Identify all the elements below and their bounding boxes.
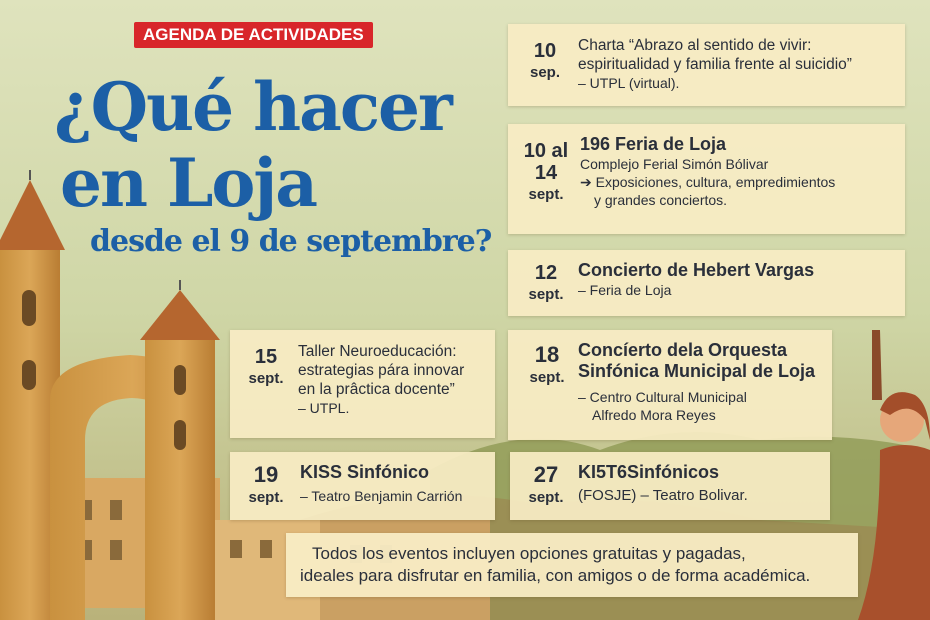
event-date bbox=[518, 344, 576, 389]
event-line: Taller Neuroeducación: bbox=[298, 343, 457, 360]
event-date bbox=[520, 262, 572, 306]
event-date bbox=[520, 40, 570, 84]
event-line: en la prâctica docente” bbox=[298, 381, 455, 398]
event-month: sept. bbox=[528, 286, 564, 303]
event-card-7 bbox=[510, 452, 830, 520]
headline-line1: ¿Qué hacer bbox=[54, 68, 451, 146]
event-date bbox=[240, 346, 292, 390]
event-month: sep. bbox=[529, 64, 560, 81]
event-line: – Centro Cultural Municipal bbox=[578, 389, 747, 405]
footer-note bbox=[286, 533, 858, 597]
event-venue: – UTPL. bbox=[298, 400, 350, 416]
event-card-1 bbox=[508, 24, 905, 106]
event-title-cont: Sinfónica Municipal de Loja bbox=[578, 361, 816, 381]
event-day-end: 14 bbox=[534, 162, 558, 184]
event-card-6 bbox=[230, 452, 495, 520]
event-title: Concierto de Hebert Vargas bbox=[578, 260, 815, 280]
headline-line2: en Loja bbox=[60, 144, 317, 222]
event-day: 10 bbox=[533, 40, 557, 62]
footer-line2: ideales para disfrutar en familia, con amigos o de forma académica. bbox=[300, 566, 811, 585]
event-day: 27 bbox=[533, 462, 559, 487]
event-line: Complejo Ferial Simón Bólivar bbox=[580, 156, 769, 172]
event-venue: – Feria de Loja bbox=[578, 282, 672, 298]
event-line: ➔ Exposiciones, cultura, empredimientos bbox=[580, 174, 836, 190]
event-line: Charta “Abrazo al sentido de vivir: bbox=[578, 37, 812, 54]
event-month: sept. bbox=[248, 370, 284, 387]
event-title: 196 Feria de Loja bbox=[580, 134, 727, 154]
event-line: Alfredo Mora Reyes bbox=[592, 407, 716, 423]
event-month: sept. bbox=[248, 489, 284, 506]
event-day: 18 bbox=[534, 342, 560, 367]
event-month: sept. bbox=[528, 186, 564, 203]
event-venue: – Teatro Benjamin Carrión bbox=[300, 488, 463, 504]
headline-subtitle: desde el 9 de septembre? bbox=[90, 224, 492, 259]
event-month: sept. bbox=[529, 369, 565, 386]
event-venue: – UTPL (virtual). bbox=[578, 75, 680, 91]
event-title: KI5T6Sinfónicos bbox=[578, 462, 720, 482]
event-card-4 bbox=[230, 330, 495, 438]
event-day: 10 al bbox=[523, 140, 569, 162]
event-line: estrategias pára innovar bbox=[298, 362, 465, 379]
event-card-3 bbox=[508, 250, 905, 316]
event-line: espiritualidad y familia frente al suicidio” bbox=[578, 56, 852, 73]
event-date bbox=[240, 464, 292, 509]
event-day: 19 bbox=[253, 462, 279, 487]
event-day: 12 bbox=[534, 262, 558, 284]
event-title: KISS Sinfónico bbox=[300, 462, 430, 482]
event-day: 15 bbox=[254, 346, 278, 368]
event-card-5 bbox=[508, 330, 832, 440]
event-month: sept. bbox=[528, 489, 564, 506]
event-date bbox=[518, 464, 574, 509]
event-venue: (FOSJE) – Teatro Bolivar. bbox=[578, 487, 748, 504]
footer-line1: Todos los eventos incluyen opciones gratuitas y pagadas, bbox=[312, 544, 746, 563]
event-date bbox=[516, 140, 576, 206]
event-title: Concíerto dela Orquesta bbox=[578, 340, 788, 360]
agenda-tag: AGENDA DE ACTIVIDADES bbox=[134, 22, 373, 48]
event-card-2 bbox=[508, 124, 905, 234]
event-line: y grandes conciertos. bbox=[594, 192, 728, 208]
